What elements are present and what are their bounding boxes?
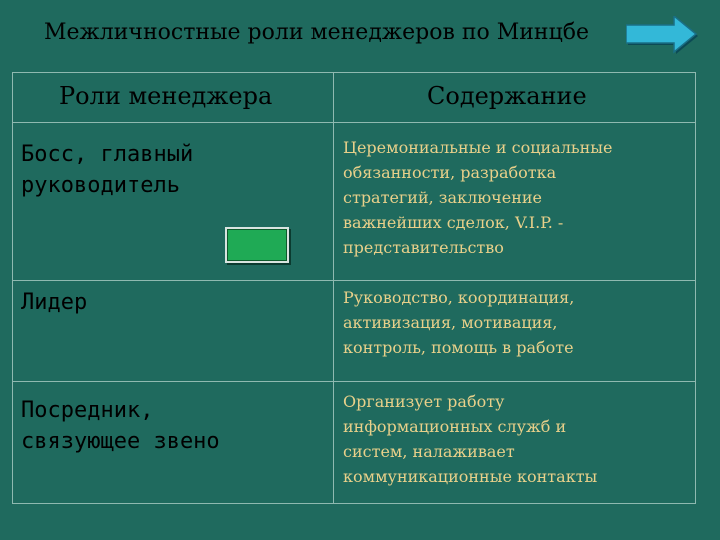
slide-title: Межличностные роли менеджеров по Минцбе — [44, 20, 590, 45]
roles-table — [12, 72, 696, 504]
content-line: контроль, помощь в работе — [343, 338, 574, 357]
content-mediator — [343, 389, 695, 489]
row-divider — [13, 381, 695, 382]
content-line: обязанности, разработка — [343, 163, 557, 182]
content-boss — [343, 135, 695, 260]
content-line: Церемониальные и социальные — [343, 138, 613, 157]
row-divider — [13, 280, 695, 281]
role-mediator — [21, 395, 321, 457]
column-divider — [333, 73, 334, 503]
content-line: стратегий, заключение — [343, 188, 542, 207]
next-slide-button[interactable] — [626, 16, 700, 56]
role-line: Лидер — [21, 290, 88, 315]
role-line: связующее звено — [21, 429, 220, 454]
role-line: Посредник, — [21, 398, 154, 423]
right-arrow-icon — [626, 16, 700, 56]
row-divider — [13, 122, 695, 123]
content-line: активизация, мотивация, — [343, 313, 558, 332]
role-leader — [21, 287, 321, 318]
content-line: информационных служб и — [343, 417, 567, 436]
action-button[interactable] — [225, 227, 289, 263]
role-line: руководитель — [21, 173, 180, 198]
role-line: Босс, главный — [21, 142, 194, 167]
role-boss — [21, 139, 321, 201]
content-line: коммуникационные контакты — [343, 467, 598, 486]
header-content: Содержание — [427, 82, 587, 110]
content-line: представительство — [343, 238, 504, 257]
content-line: важнейших сделок, V.I.P. - — [343, 213, 564, 232]
content-line: Руководство, координация, — [343, 288, 575, 307]
header-roles: Роли менеджера — [59, 82, 273, 110]
content-leader — [343, 285, 695, 360]
content-line: Организует работу — [343, 392, 505, 411]
content-line: систем, налаживает — [343, 442, 515, 461]
